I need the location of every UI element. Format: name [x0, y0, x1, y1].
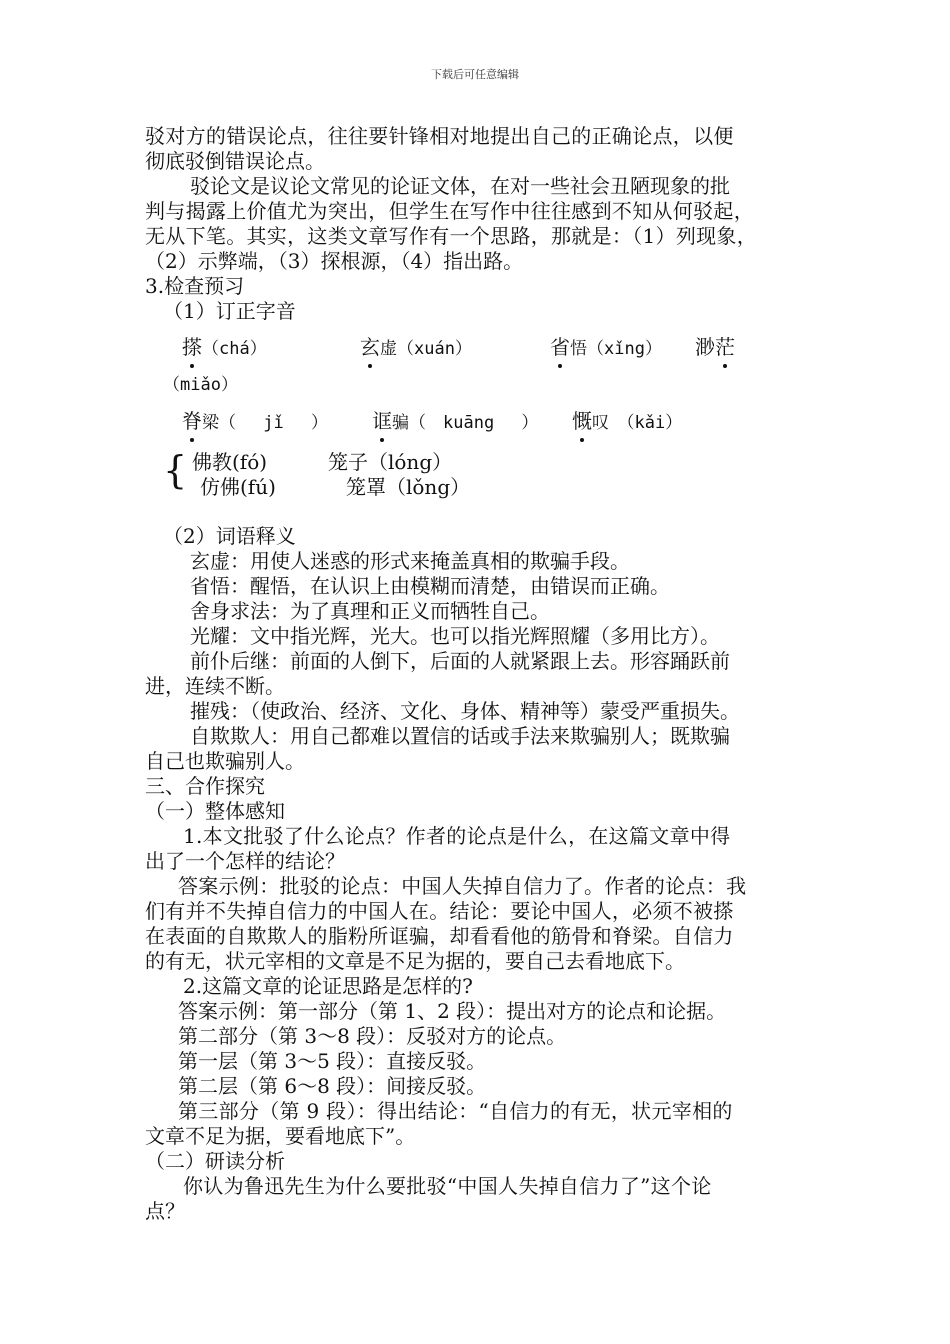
pron-item: 脊梁（ jǐ ）	[182, 409, 328, 433]
text-line: 无从下笔。其实，这类文章写作有一个思路，那就是：（1）列现象，	[145, 224, 758, 248]
pron-pair: 笼子（lóng）	[328, 450, 453, 474]
text-line: 第二部分（第 3～8 段）：反驳对方的论点。	[178, 1024, 567, 1048]
text-line: 省悟：醒悟，在认识上由模糊而清楚，由错误而正确。	[190, 574, 670, 598]
pron-item: 玄虚（xuán）	[360, 335, 472, 359]
text-line: 进，连续不断。	[145, 674, 285, 698]
text-line: 彻底驳倒错误论点。	[145, 149, 325, 173]
sub-heading: （2）词语释义	[163, 524, 296, 548]
pron-pair: 佛教(fó)	[192, 450, 268, 474]
text-line: 2.这篇文章的论证思路是怎样的?	[183, 974, 473, 998]
pron-item: 诓骗（ kuāng ）	[372, 409, 539, 433]
text-line: 判与揭露上价值尤为突出，但学生在写作中往往感到不知从何驳起，	[145, 199, 754, 223]
text-line: 前仆后继：前面的人倒下，后面的人就紧跟上去。形容踊跃前	[190, 649, 730, 673]
pron-item: 搽（chá）	[182, 335, 267, 359]
text-line: 驳对方的错误论点，往往要针锋相对地提出自己的正确论点，以便	[145, 124, 734, 148]
text-line: 第二层（第 6～8 段）：间接反驳。	[178, 1074, 487, 1098]
text-line: 出了一个怎样的结论？	[145, 849, 345, 873]
pron-reading: （miǎo）	[163, 375, 238, 395]
text-line: 你认为鲁迅先生为什么要批驳“中国人失掉自信力了”这个论	[183, 1174, 712, 1198]
text-line: 答案示例：批驳的论点：中国人失掉自信力了。作者的论点：我	[178, 874, 747, 898]
pron-item: 慨叹 （kǎi）	[572, 409, 683, 433]
pron-item: 省悟（xǐng）	[550, 335, 662, 359]
text-line: 第三部分（第 9 段）：得出结论：“自信力的有无，状元宰相的	[178, 1099, 733, 1123]
text-line: 在表面的自欺欺人的脂粉所诓骗，却看看他的筋骨和脊梁。自信力	[145, 924, 734, 948]
text-line: 1.本文批驳了什么论点？作者的论点是什么，在这篇文章中得	[183, 824, 731, 848]
pron-pair: 仿佛(fú)	[200, 475, 276, 499]
text-line: 的有无，状元宰相的文章是不足为据的，要自己去看地底下。	[145, 949, 685, 973]
text-line: 玄虚：用使人迷惑的形式来掩盖真相的欺骗手段。	[190, 549, 630, 573]
section-heading: 3.检查预习	[145, 274, 245, 298]
text-line: 自己也欺骗别人。	[145, 749, 305, 773]
sub-heading: （1）订正字音	[163, 299, 296, 323]
text-line: 文章不足为据，要看地底下”。	[145, 1124, 416, 1148]
text-line: （2）示弊端，（3）探根源，（4）指出路。	[145, 249, 524, 273]
pron-pair: 笼罩（lǒng）	[346, 475, 471, 499]
text-line: 摧残：（使政治、经济、文化、身体、精神等）蒙受严重损失。	[190, 699, 740, 723]
text-line: 舍身求法：为了真理和正义而牺牲自己。	[190, 599, 550, 623]
pron-item: 渺茫	[695, 335, 735, 359]
text-line: 光耀：文中指光辉，光大。也可以指光辉照耀（多用比方）。	[190, 624, 720, 648]
sub-heading: （二）研读分析	[145, 1149, 285, 1173]
sub-heading: （一）整体感知	[145, 799, 285, 823]
text-line: 第一层（第 3～5 段）：直接反驳。	[178, 1049, 487, 1073]
page-header: 下载后可任意编辑	[431, 68, 519, 81]
text-line: 点？	[145, 1199, 185, 1223]
text-line: 答案示例：第一部分（第 1、2 段）：提出对方的论点和论据。	[178, 999, 727, 1023]
section-heading: 三、合作探究	[145, 774, 265, 798]
text-line: 驳论文是议论文常见的论证文体，在对一些社会丑陋现象的批	[190, 174, 730, 198]
brace-glyph: {	[163, 448, 188, 492]
text-line: 自欺欺人：用自己都难以置信的话或手法来欺骗别人；既欺骗	[190, 724, 730, 748]
text-line: 们有并不失掉自信力的中国人在。结论：要论中国人，必须不被搽	[145, 899, 734, 923]
